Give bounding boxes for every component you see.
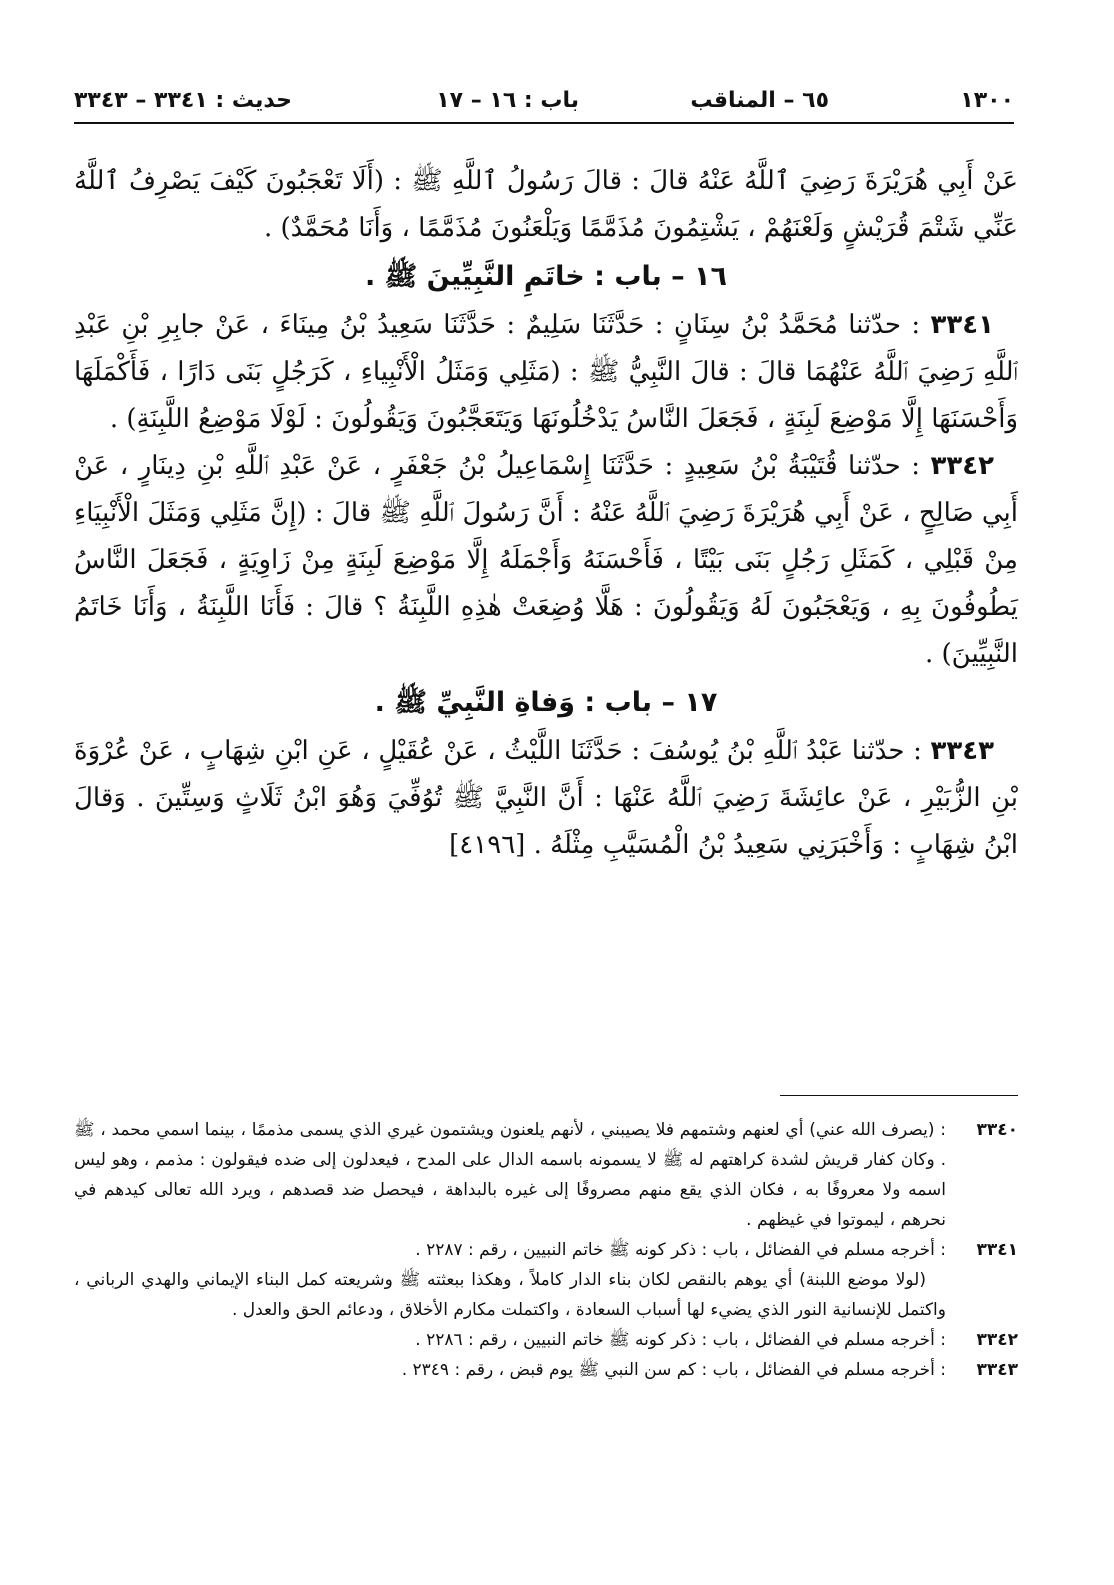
footnote-text: (لولا موضع اللبنة) أي يوهم بالنقص لكان بناء الدار كاملاً ، وهكذا ببعثته ﷺ وشريعته كمل البناء الإيماني والهدي الرباني ، واكتمل للإنسانية النور الذي يضيء لها أسباب السعادة ، واكتملت مكارم الأخلاق ، ودعائم الحق والعدل . (74, 1270, 946, 1320)
hadith-text: : حدّثنا مُحَمَّدُ بْنُ سِنَانٍ : حَدَّثَنَا سَلِيمٌ : حَدَّثَنَا سَعِيدُ بْنُ مِينَاءَ ، عَنْ جابِرِ بْنِ عَبْدِ ٱللَّهِ رَضِيَ ٱللَّهُ عَنْهُمَا قالَ : قالَ النَّبِيُّ ﷺ : (مَثَلِي وَمَثَلُ الْأَنْبِياءِ ، كَرَجُلٍ بَنَى دَارًا ، فَأَكْمَلَهَا وَأَحْسَنَهَا إِلَّا مَوْضِعَ لَبِنَةٍ ، فَجَعَلَ النَّاسُ يَدْخُلُونَهَا وَيَتَعَجَّبُونَ وَيَقُولُونَ : لَوْلَا مَوْضِعُ اللَّبِنَةِ) . (74, 310, 1018, 434)
hadith-3341 (74, 302, 1018, 443)
hadith-number: ٣٣٤٣ (930, 736, 994, 766)
intro-hadith-text: عَنْ أَبِي هُرَيْرَةَ رَضِيَ ٱللَّهُ عَنْهُ قالَ : قالَ رَسُولُ ٱللَّهِ ﷺ : (أَلَا تَعْجَبُونَ كَيْفَ يَصْرِفُ ٱللَّهُ عَنِّي شَتْمَ قُرَيْشٍ وَلَعْنَهُمْ ، يَشْتِمُونَ مُذَمَّمًا وَيَلْعَنُونَ مُذَمَّمًا ، وَأَنَا مُحَمَّدٌ) . (74, 166, 1018, 243)
footnote-text: : أخرجه مسلم في الفضائل ، باب : ذكر كونه ﷺ خاتم النبيين ، رقم : ٢٢٨٧ . (415, 1240, 946, 1260)
hadith-number: ٣٣٤٢ (930, 451, 994, 481)
book-title: ٦٥ – المناقب (690, 88, 829, 113)
footnotes (74, 1115, 1018, 1385)
footnote-number: ٣٣٤٢ (976, 1330, 1018, 1350)
chapter-heading-17: ١٧ – باب : وَفاةِ النَّبِيِّ ﷺ . (374, 687, 718, 718)
footnote-text: : أخرجه مسلم في الفضائل ، باب : ذكر كونه ﷺ خاتم النبيين ، رقم : ٢٢٨٦ . (415, 1330, 946, 1350)
footnote-3343 (74, 1355, 1018, 1385)
footnote-number: ٣٣٤٣ (976, 1360, 1018, 1380)
hadith-number: ٣٣٤١ (930, 310, 994, 340)
footnote-number: ٣٣٤٠ (976, 1120, 1018, 1140)
hadith-text: : حدّثنا قُتَيْبَةُ بْنُ سَعِيدٍ : حَدَّثَنَا إِسْمَاعِيلُ بْنُ جَعْفَرٍ ، عَنْ عَبْدِ ٱللَّهِ بْنِ دِينَارٍ ، عَنْ أَبِي صَالِحٍ ، عَنْ أَبِي هُرَيْرَةَ رَضِيَ ٱللَّهُ عَنْهُ : أَنَّ رَسُولَ ٱللَّهِ ﷺ قالَ : (إِنَّ مَثَلِي وَمَثَلَ الْأَنْبِيَاءِ مِنْ قَبْلِي ، كَمَثَلِ رَجُلٍ بَنَى بَيْتًا ، فَأَحْسَنَهُ وَأَجْمَلَهُ إِلَّا مَوْضِعَ لَبِنَةٍ مِنْ زَاوِيَةٍ ، فَجَعَلَ النَّاسُ يَطُوفُونَ بِهِ ، وَيَعْجَبُونَ لَهُ وَيَقُولُونَ : هَلَّا وُضِعَتْ هٰذِهِ اللَّبِنَةُ ؟ قالَ : فَأَنَا اللَّبِنَةُ ، وَأَنَا خَاتَمُ النَّبِيِّينَ) . (74, 451, 1018, 669)
footnote-text: : (يصرف الله عني) أي لعنهم وشتمهم فلا يصيبني ، لأنهم يلعنون ويشتمون غيري الذي يسمى مذممًا ، بينما اسمي محمد ، ﷺ . وكان كفار قريش لشدة كراهتهم له ﷺ لا يسمونه باسمه الدال على المدح ، فيعدلون إلى ضده فيقولون : مذمم ، وهو ليس اسمه ولا معروفًا به ، فكان الذي يقع منهم مصروفًا إلى غيره بالبداهة ، فيحصل ضد قصدهم ، ويرد الله تعالى كيدهم في نحرهم ، ليموتوا في غيظهم . (74, 1120, 946, 1230)
footnote-3341 (74, 1235, 1018, 1325)
hadith-text: : حدّثنا عَبْدُ ٱللَّهِ بْنُ يُوسُفَ : حَدَّثَنَا اللَّيْثُ ، عَنْ عُقَيْلٍ ، عَنِ ابْنِ شِهَابٍ ، عَنْ عُرْوَةَ بْنِ الزُّبَيْرِ ، عَنْ عائِشَةَ رَضِيَ ٱللَّهُ عَنْهَا : أَنَّ النَّبِيَّ ﷺ تُوُفِّيَ وَهُوَ ابْنُ ثَلَاثٍ وَسِتِّينَ . وَقالَ ابْنُ شِهَابٍ : وَأَخْبَرَنِي سَعِيدُ بْنُ الْمُسَيَّبِ مِثْلَهُ . [٤١٩٦] (74, 736, 1018, 860)
footnote-number: ٣٣٤١ (976, 1240, 1018, 1260)
hadith-3343 (74, 728, 1018, 869)
page-number: ١٣٠٠ (960, 88, 1014, 113)
footnote-3340 (74, 1115, 1018, 1235)
footnote-divider (780, 1095, 1018, 1096)
running-header (74, 78, 1014, 124)
hadith-3342 (74, 443, 1018, 678)
bab-range: باب : ١٦ – ١٧ (436, 88, 579, 113)
footnote-3342 (74, 1325, 1018, 1355)
footnote-text: : أخرجه مسلم في الفضائل ، باب : كم سن النبي ﷺ يوم قبض ، رقم : ٢٣٤٩ . (401, 1360, 946, 1380)
hadith-range: حديث : ٣٣٤١ – ٣٣٤٣ (74, 88, 292, 113)
main-text (74, 158, 1018, 869)
chapter-heading-16: ١٦ – باب : خاتَمِ النَّبِيِّينَ ﷺ . (364, 261, 728, 292)
